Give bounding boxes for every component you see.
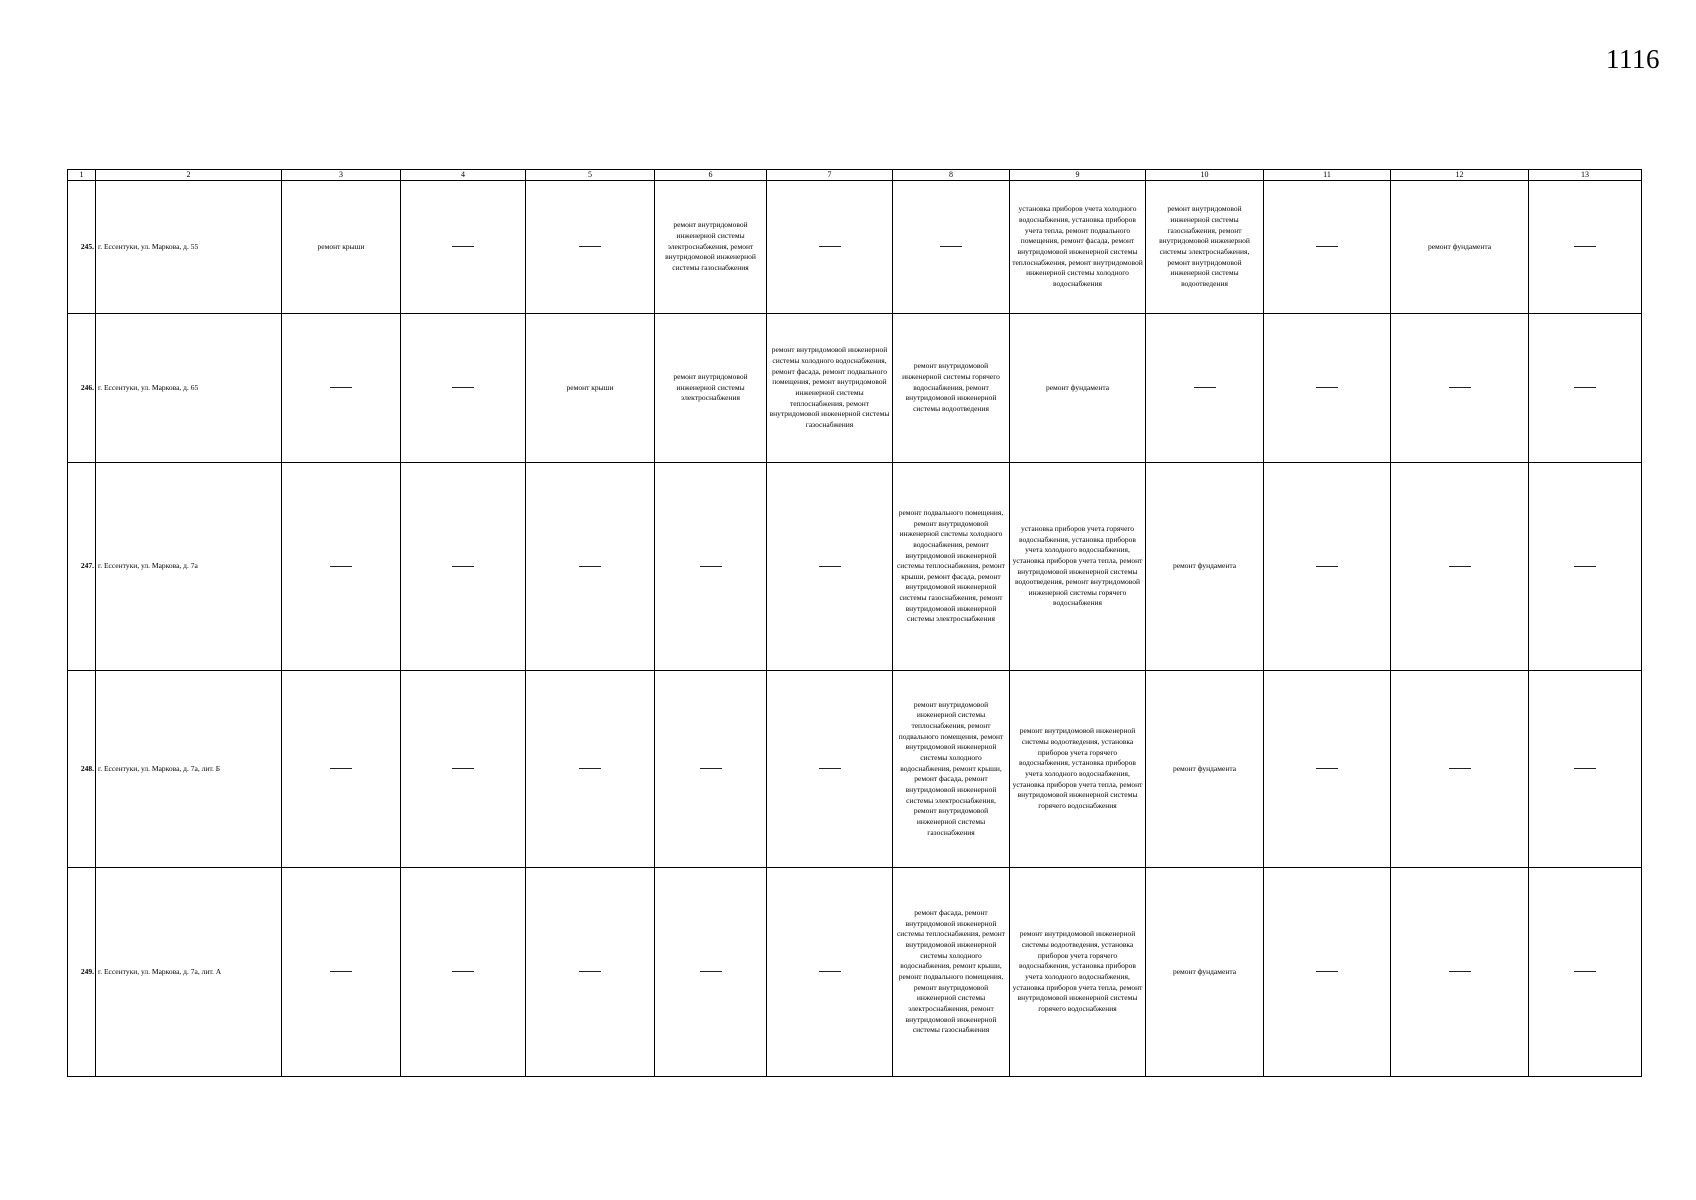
dash-mark (1574, 768, 1596, 769)
empty-cell (282, 314, 401, 463)
dash-mark (1316, 387, 1338, 388)
empty-cell (655, 463, 767, 671)
empty-cell (1529, 671, 1642, 868)
empty-cell (1529, 314, 1642, 463)
empty-cell (401, 671, 526, 868)
row-number: 249. (68, 868, 96, 1077)
empty-cell (1264, 181, 1391, 314)
dash-mark (1449, 768, 1471, 769)
work-type-cell: ремонт внутридомовой инженерной системы газоснабжения, ремонт внутридомовой инженерной системы электроснабжения, ремонт внутридомовой инженерной системы водоотведения (1146, 181, 1264, 314)
work-type-cell: ремонт фундамента (1146, 671, 1264, 868)
dash-mark (819, 768, 841, 769)
empty-cell (1391, 868, 1529, 1077)
work-type-cell: установка приборов учета горячего водоснабжения, установка приборов учета холодного водоснабжения, установка приборов учета тепла, ремонт внутридомовой инженерной системы водоотведения, ремонт внутридомовой инженерной системы горячего водоснабжения (1010, 463, 1146, 671)
address-cell: г. Ессентуки, ул. Маркова, д. 55 (96, 181, 282, 314)
empty-cell (893, 181, 1010, 314)
dash-mark (452, 566, 474, 567)
empty-cell (767, 868, 893, 1077)
column-number: 1 (68, 170, 96, 181)
empty-cell (767, 463, 893, 671)
work-type-cell: ремонт фундамента (1391, 181, 1529, 314)
address-cell: г. Ессентуки, ул. Маркова, д. 7а, лит. Б (96, 671, 282, 868)
empty-cell (526, 671, 655, 868)
row-number: 248. (68, 671, 96, 868)
empty-cell (282, 671, 401, 868)
column-number: 7 (767, 170, 893, 181)
table-row (68, 868, 1642, 1077)
work-type-cell: ремонт внутридомовой инженерной системы теплоснабжения, ремонт подвального помещения, ремонт внутридомовой инженерной системы холодного водоснабжения, ремонт крыши, ремонт фасада, ремонт внутридомовой инженерной системы электроснабжения, ремонт внутридомовой инженерной системы газоснабжения (893, 671, 1010, 868)
empty-cell (1529, 868, 1642, 1077)
work-type-cell: ремонт внутридомовой инженерной системы горячего водоснабжения, ремонт внутридомовой инженерной системы водоотведения (893, 314, 1010, 463)
empty-cell (401, 868, 526, 1077)
empty-cell (526, 868, 655, 1077)
dash-mark (819, 246, 841, 247)
empty-cell (401, 463, 526, 671)
empty-cell (526, 181, 655, 314)
column-number: 6 (655, 170, 767, 181)
dash-mark (940, 246, 962, 247)
work-type-cell: ремонт фасада, ремонт внутридомовой инженерной системы теплоснабжения, ремонт внутридомовой инженерной системы холодного водоснабжения, ремонт крыши, ремонт подвального помещения, ремонт внутридомовой инженерной системы электроснабжения, ремонт внутридомовой инженерной системы газоснабжения (893, 868, 1010, 1077)
column-number: 12 (1391, 170, 1529, 181)
dash-mark (452, 387, 474, 388)
dash-mark (1449, 971, 1471, 972)
work-type-cell: ремонт подвального помещения, ремонт внутридомовой инженерной системы холодного водоснабжения, ремонт внутридомовой инженерной системы теплоснабжения, ремонт крыши, ремонт фасада, ремонт внутридомовой инженерной системы газоснабжения, ремонт внутридомовой инженерной системы электроснабжения (893, 463, 1010, 671)
empty-cell (526, 463, 655, 671)
empty-cell (1264, 671, 1391, 868)
dash-mark (700, 768, 722, 769)
work-type-cell: ремонт внутридомовой инженерной системы электроснабжения (655, 314, 767, 463)
column-number: 2 (96, 170, 282, 181)
column-number-row (68, 170, 1642, 181)
column-number: 5 (526, 170, 655, 181)
column-number: 10 (1146, 170, 1264, 181)
dash-mark (700, 971, 722, 972)
empty-cell (655, 868, 767, 1077)
dash-mark (1574, 387, 1596, 388)
dash-mark (700, 566, 722, 567)
column-number: 9 (1010, 170, 1146, 181)
dash-mark (330, 768, 352, 769)
column-number: 11 (1264, 170, 1391, 181)
work-type-cell: ремонт внутридомовой инженерной системы водоотведения, установка приборов учета горячего водоснабжения, установка приборов учета холодного водоснабжения, установка приборов учета тепла, ремонт внутридомовой инженерной системы горячего водоснабжения (1010, 671, 1146, 868)
dash-mark (1316, 971, 1338, 972)
table-body (68, 170, 1642, 1077)
work-type-cell: ремонт внутридомовой инженерной системы электроснабжения, ремонт внутридомовой инженерной системы газоснабжения (655, 181, 767, 314)
dash-mark (330, 971, 352, 972)
dash-mark (330, 387, 352, 388)
empty-cell (1264, 868, 1391, 1077)
row-number: 247. (68, 463, 96, 671)
dash-mark (452, 246, 474, 247)
work-type-cell: ремонт крыши (526, 314, 655, 463)
dash-mark (579, 246, 601, 247)
address-cell: г. Ессентуки, ул. Маркова, д. 7а, лит. А (96, 868, 282, 1077)
dash-mark (1449, 387, 1471, 388)
table-row (68, 314, 1642, 463)
empty-cell (282, 463, 401, 671)
work-type-cell: ремонт внутридомовой инженерной системы водоотведения, установка приборов учета горячего водоснабжения, установка приборов учета холодного водоснабжения, установка приборов учета тепла, ремонт внутридомовой инженерной системы горячего водоснабжения (1010, 868, 1146, 1077)
repair-schedule-table (67, 169, 1642, 1077)
empty-cell (401, 314, 526, 463)
table-row (68, 181, 1642, 314)
dash-mark (1574, 246, 1596, 247)
dash-mark (330, 566, 352, 567)
dash-mark (1574, 971, 1596, 972)
empty-cell (1391, 671, 1529, 868)
empty-cell (767, 181, 893, 314)
empty-cell (1391, 463, 1529, 671)
dash-mark (452, 971, 474, 972)
dash-mark (1574, 566, 1596, 567)
empty-cell (1264, 314, 1391, 463)
empty-cell (282, 868, 401, 1077)
dash-mark (579, 768, 601, 769)
dash-mark (819, 971, 841, 972)
empty-cell (767, 671, 893, 868)
dash-mark (579, 566, 601, 567)
dash-mark (452, 768, 474, 769)
address-cell: г. Ессентуки, ул. Маркова, д. 65 (96, 314, 282, 463)
empty-cell (1146, 314, 1264, 463)
page-number: 1116 (1606, 44, 1660, 74)
work-type-cell: ремонт фундамента (1146, 463, 1264, 671)
table-row (68, 463, 1642, 671)
empty-cell (1391, 314, 1529, 463)
empty-cell (655, 671, 767, 868)
empty-cell (401, 181, 526, 314)
empty-cell (1264, 463, 1391, 671)
empty-cell (1529, 463, 1642, 671)
dash-mark (1316, 246, 1338, 247)
dash-mark (819, 566, 841, 567)
row-number: 245. (68, 181, 96, 314)
table-row (68, 671, 1642, 868)
dash-mark (1316, 768, 1338, 769)
column-number: 3 (282, 170, 401, 181)
row-number: 246. (68, 314, 96, 463)
dash-mark (1194, 387, 1216, 388)
column-number: 13 (1529, 170, 1642, 181)
empty-cell (1529, 181, 1642, 314)
work-type-cell: ремонт фундамента (1146, 868, 1264, 1077)
column-number: 4 (401, 170, 526, 181)
work-type-cell: ремонт фундамента (1010, 314, 1146, 463)
work-type-cell: ремонт внутридомовой инженерной системы холодного водоснабжения, ремонт фасада, ремонт подвального помещения, ремонт внутридомовой инженерной системы теплоснабжения, ремонт внутридомовой инженерной системы газоснабжения (767, 314, 893, 463)
work-type-cell: ремонт крыши (282, 181, 401, 314)
address-cell: г. Ессентуки, ул. Маркова, д. 7а (96, 463, 282, 671)
work-type-cell: установка приборов учета холодного водоснабжения, установка приборов учета тепла, ремонт подвального помещения, ремонт фасада, ремонт внутридомовой инженерной системы теплоснабжения, ремонт внутридомовой инженерной системы холодного водоснабжения (1010, 181, 1146, 314)
dash-mark (1316, 566, 1338, 567)
dash-mark (579, 971, 601, 972)
dash-mark (1449, 566, 1471, 567)
column-number: 8 (893, 170, 1010, 181)
